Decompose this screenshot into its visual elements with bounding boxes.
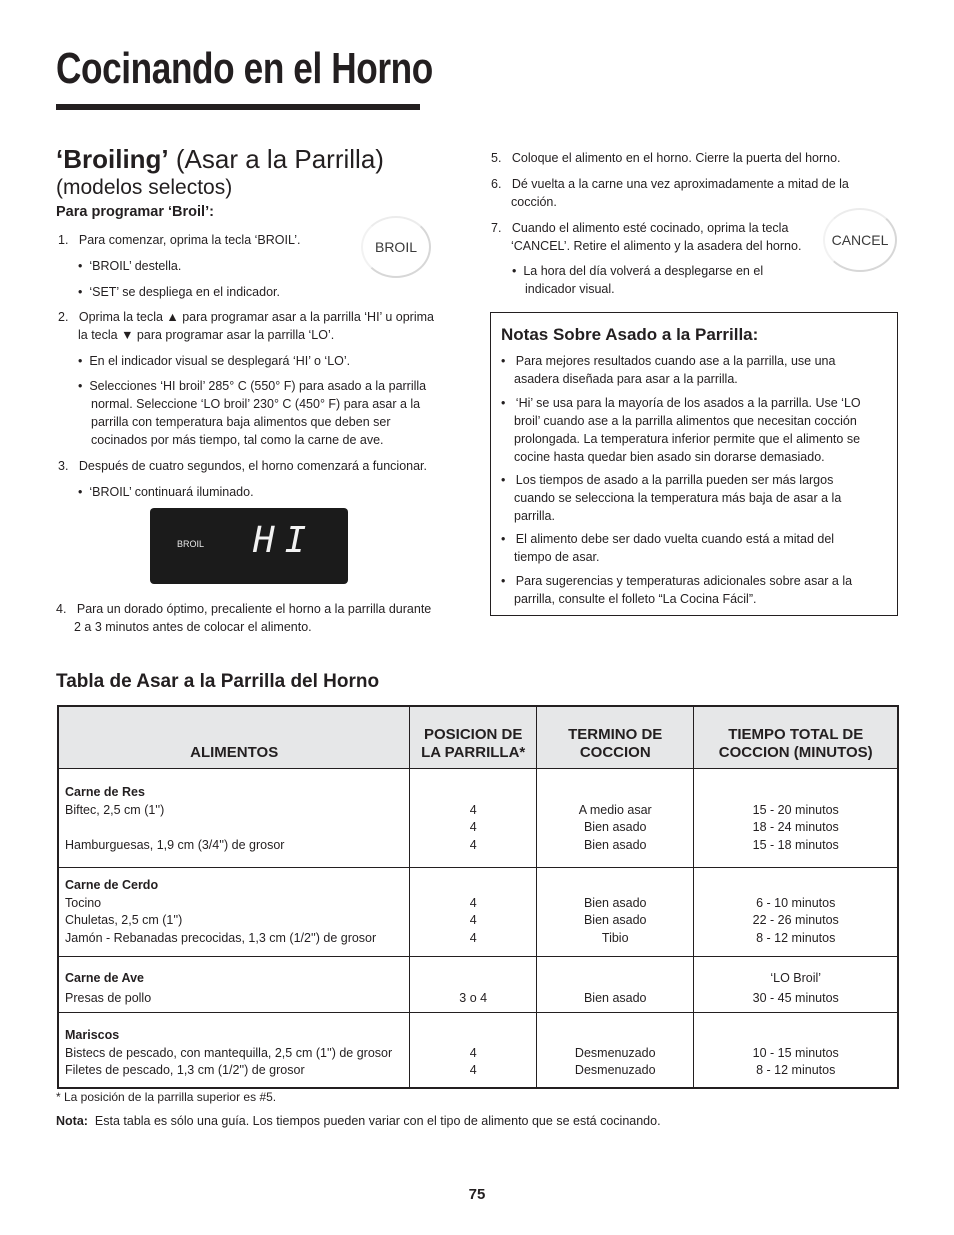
note-line: El alimento debe ser dado vuelta cuando está a mitad del bbox=[515, 532, 835, 546]
header-food: ALIMENTOS bbox=[58, 706, 410, 769]
step-1-bullet-1 bbox=[78, 257, 181, 275]
step-3 bbox=[58, 457, 427, 475]
header-position: POSICION DE LA PARRILLA* bbox=[410, 706, 537, 769]
step-text: Para comenzar, oprima la tecla ‘BROIL’. bbox=[78, 233, 301, 247]
bullet-glyph: • bbox=[78, 285, 83, 299]
time-cell: ‘LO Broil’ 30 - 45 minutos bbox=[694, 957, 898, 1013]
food-cell bbox=[58, 1013, 410, 1088]
position-cell: 4 4 4 bbox=[410, 769, 537, 868]
display-label: BROIL bbox=[177, 539, 205, 549]
bullet-text-line: cocinados por más tiempo, tal como la carne de ave. bbox=[91, 433, 384, 447]
footnote-note bbox=[56, 1114, 661, 1128]
step-7 bbox=[491, 219, 801, 255]
note-item: • Para sugerencias y temperaturas adicionales sobre asar a la parrilla, consulte el folleto “La Cocina Fácil”. bbox=[501, 574, 853, 606]
note-line: cocine hasta quedar bien asado sin dorarse demasiado. bbox=[514, 450, 825, 464]
cancel-button[interactable] bbox=[823, 208, 897, 272]
food-item: Jamón - Rebanadas precocidas, 1,3 cm (1/2'') de grosor bbox=[65, 930, 377, 945]
step-3-bullet-1 bbox=[78, 483, 254, 501]
bullet-glyph: • bbox=[78, 354, 83, 368]
display-value: HI bbox=[253, 520, 317, 561]
step-number: 4. bbox=[56, 602, 67, 616]
bullet-text-line: parrilla con temperatura baja alimentos que deben ser bbox=[91, 415, 391, 429]
group-name: Carne de Res bbox=[65, 785, 145, 799]
bullet-glyph: • bbox=[78, 259, 83, 273]
step-text-line: Cuando el alimento esté cocinado, oprima la tecla bbox=[511, 221, 789, 235]
step-text-line: Para un dorado óptimo, precaliente el horno a la parrilla durante bbox=[76, 602, 432, 616]
food-item: Presas de pollo bbox=[65, 991, 152, 1005]
group-name: Carne de Ave bbox=[65, 971, 144, 985]
table-title: Tabla de Asar a la Parrilla del Horno bbox=[56, 671, 380, 692]
position-cell: 4 4 bbox=[410, 1013, 537, 1088]
bullet-text: ‘BROIL’ continuará iluminado. bbox=[89, 485, 254, 499]
note-line: Para sugerencias y temperaturas adicionales sobre asar a la bbox=[515, 574, 853, 588]
step-1-bullet-2 bbox=[78, 283, 280, 301]
bullet-glyph: • bbox=[78, 379, 83, 393]
bullet-glyph: • bbox=[78, 485, 83, 499]
group-name: Mariscos bbox=[65, 1028, 120, 1042]
note-item: • Para mejores resultados cuando ase a la parrilla, use una asadera diseñada para asar a la parrilla. bbox=[501, 354, 836, 386]
table-row bbox=[58, 868, 898, 957]
table-row bbox=[58, 957, 898, 1013]
food-cell bbox=[58, 769, 410, 868]
bullet-text-line: indicador visual. bbox=[525, 282, 615, 296]
step-5 bbox=[491, 149, 841, 167]
doneness-cell: A medio asar Bien asado Bien asado bbox=[537, 769, 694, 868]
note-line: ‘Hi’ se usa para la mayoría de los asados a la parrilla. Use ‘LO bbox=[515, 396, 861, 410]
bullet-text-line: Selecciones ‘HI broil’ 285° C (550° F) para asado a la parrilla bbox=[89, 379, 427, 393]
food-item: Filetes de pescado, 1,3 cm (1/2'') de grosor bbox=[65, 1063, 305, 1077]
note-item: • El alimento debe ser dado vuelta cuando está a mitad del tiempo de asar. bbox=[501, 532, 835, 564]
note-line: cuando se selecciona la temperatura más baja de asar a la bbox=[514, 491, 842, 505]
note-line: broil’ cuando ase a la parrilla alimentos que necesitan cocción bbox=[514, 414, 857, 428]
time-cell: 15 - 20 minutos 18 - 24 minutos 15 - 18 minutos bbox=[694, 769, 898, 868]
section-title-bold: ‘Broiling’ bbox=[56, 144, 169, 174]
time-cell: 10 - 15 minutos 8 - 12 minutos bbox=[694, 1013, 898, 1088]
step-number: 6. bbox=[491, 177, 502, 191]
food-item: Tocino bbox=[65, 895, 102, 910]
note-line: parrilla, consulte el folleto “La Cocina Fácil”. bbox=[514, 592, 757, 606]
note-item: • Los tiempos de asado a la parrilla pueden ser más largos cuando se selecciona la temperatura más baja de asar a la parrilla. bbox=[501, 473, 842, 523]
step-number: 2. bbox=[58, 310, 69, 324]
food-item: Biftec, 2,5 cm (1'') bbox=[65, 802, 165, 817]
step-number: 3. bbox=[58, 459, 69, 473]
step-text: Después de cuatro segundos, el horno comenzará a funcionar. bbox=[78, 459, 427, 473]
broil-button[interactable] bbox=[361, 216, 431, 278]
time-cell: 6 - 10 minutos 22 - 26 minutos 8 - 12 minutos bbox=[694, 868, 898, 957]
title-rule bbox=[56, 104, 420, 110]
note-line: Para mejores resultados cuando ase a la parrilla, use una bbox=[515, 354, 836, 368]
doneness-cell: Desmenuzado Desmenuzado bbox=[537, 1013, 694, 1088]
step-2-bullet-2 bbox=[78, 377, 426, 449]
broil-table bbox=[57, 705, 899, 1089]
footnote-asterisk: * La posición de la parrilla superior es #5. bbox=[56, 1090, 277, 1104]
step-number: 7. bbox=[491, 221, 502, 235]
step-1 bbox=[58, 231, 300, 249]
position-cell: 3 o 4 bbox=[410, 957, 537, 1013]
note-line: asadera diseñada para asar a la parrilla. bbox=[514, 372, 738, 386]
step-text-line: cocción. bbox=[511, 195, 557, 209]
header-time: TIEMPO TOTAL DE COCCION (MINUTOS) bbox=[694, 706, 898, 769]
bullet-text: ‘BROIL’ destella. bbox=[89, 259, 182, 273]
step-text-line: Oprima la tecla ▲ para programar asar a la parrilla ‘HI’ u oprima bbox=[78, 310, 434, 324]
step-6 bbox=[491, 175, 849, 211]
food-item bbox=[65, 820, 68, 834]
program-heading: Para programar ‘Broil’: bbox=[56, 204, 214, 220]
step-text-line: 2 a 3 minutos antes de colocar el alimento. bbox=[74, 620, 312, 634]
page-number: 75 bbox=[468, 1186, 486, 1203]
bullet-text-line: La hora del día volverá a desplegarse en el bbox=[523, 264, 764, 278]
bullet-text: En el indicador visual se desplegará ‘HI’ o ‘LO’. bbox=[89, 354, 351, 368]
step-7-bullet-1 bbox=[512, 262, 763, 298]
bullet-glyph: • bbox=[512, 264, 517, 278]
step-number: 5. bbox=[491, 151, 502, 165]
oven-display bbox=[150, 508, 348, 584]
step-2-bullet-1 bbox=[78, 352, 350, 370]
cancel-button-label: CANCEL bbox=[831, 232, 889, 248]
section-title-rest: (Asar a la Parrilla) bbox=[168, 144, 384, 174]
header-doneness: TERMINO DE COCCION bbox=[537, 706, 694, 769]
note-line: tiempo de asar. bbox=[514, 550, 600, 564]
step-4 bbox=[56, 600, 431, 636]
table-row bbox=[58, 1013, 898, 1088]
table-row bbox=[58, 769, 898, 868]
broil-button-label: BROIL bbox=[374, 239, 417, 255]
step-text-line: Dé vuelta a la carne una vez aproximadamente a mitad de la bbox=[511, 177, 849, 191]
note-text: Esta tabla es sólo una guía. Los tiempos pueden variar con el tipo de alimento que se está cocinando. bbox=[94, 1114, 661, 1128]
table-header-row bbox=[58, 706, 898, 769]
doneness-cell: Bien asado bbox=[537, 957, 694, 1013]
position-cell: 4 4 4 bbox=[410, 868, 537, 957]
note-line: parrilla. bbox=[514, 509, 555, 523]
note-item: • ‘Hi’ se usa para la mayoría de los asados a la parrilla. Use ‘LO broil’ cuando ase a la parrilla alimentos que necesitan cocción prolongada. La temperatura inferior permite que el alimento se cocine hasta quedar bien asado sin dorarse demasiado. bbox=[501, 396, 861, 464]
food-item: Chuletas, 2,5 cm (1'') bbox=[65, 913, 183, 927]
food-cell bbox=[58, 957, 410, 1013]
bullet-text-line: normal. Seleccione ‘LO broil’ 230° C (450° F) para asar a la bbox=[91, 397, 421, 411]
food-cell bbox=[58, 868, 410, 957]
step-text-line: la tecla ▼ para programar asar la parrilla ‘LO’. bbox=[78, 328, 335, 342]
bullet-text: ‘SET’ se despliega en el indicador. bbox=[89, 285, 280, 299]
group-name: Carne de Cerdo bbox=[65, 878, 159, 892]
food-item: Bistecs de pescado, con mantequilla, 2,5 cm (1'') de grosor bbox=[65, 1045, 393, 1060]
notes-box bbox=[490, 312, 898, 616]
step-text-line: ‘CANCEL’. Retire el alimento y la asadera del horno. bbox=[511, 239, 802, 253]
notes-title: Notas Sobre Asado a la Parrilla: bbox=[501, 325, 759, 344]
doneness-cell: Bien asado Bien asado Tibio bbox=[537, 868, 694, 957]
food-item: Hamburguesas, 1,9 cm (3/4'') de grosor bbox=[65, 837, 285, 852]
step-2 bbox=[58, 308, 434, 344]
section-subtitle: (modelos selectos) bbox=[56, 176, 233, 199]
note-line: prolongada. La temperatura inferior permite que el alimento se bbox=[514, 432, 861, 446]
note-line: Los tiempos de asado a la parrilla pueden ser más largos bbox=[515, 473, 834, 487]
note-label: Nota: bbox=[56, 1114, 88, 1128]
section-title bbox=[56, 144, 384, 175]
step-number: 1. bbox=[58, 233, 69, 247]
page-title: Cocinando en el Horno bbox=[56, 44, 433, 93]
step-text: Coloque el alimento en el horno. Cierre la puerta del horno. bbox=[511, 151, 841, 165]
